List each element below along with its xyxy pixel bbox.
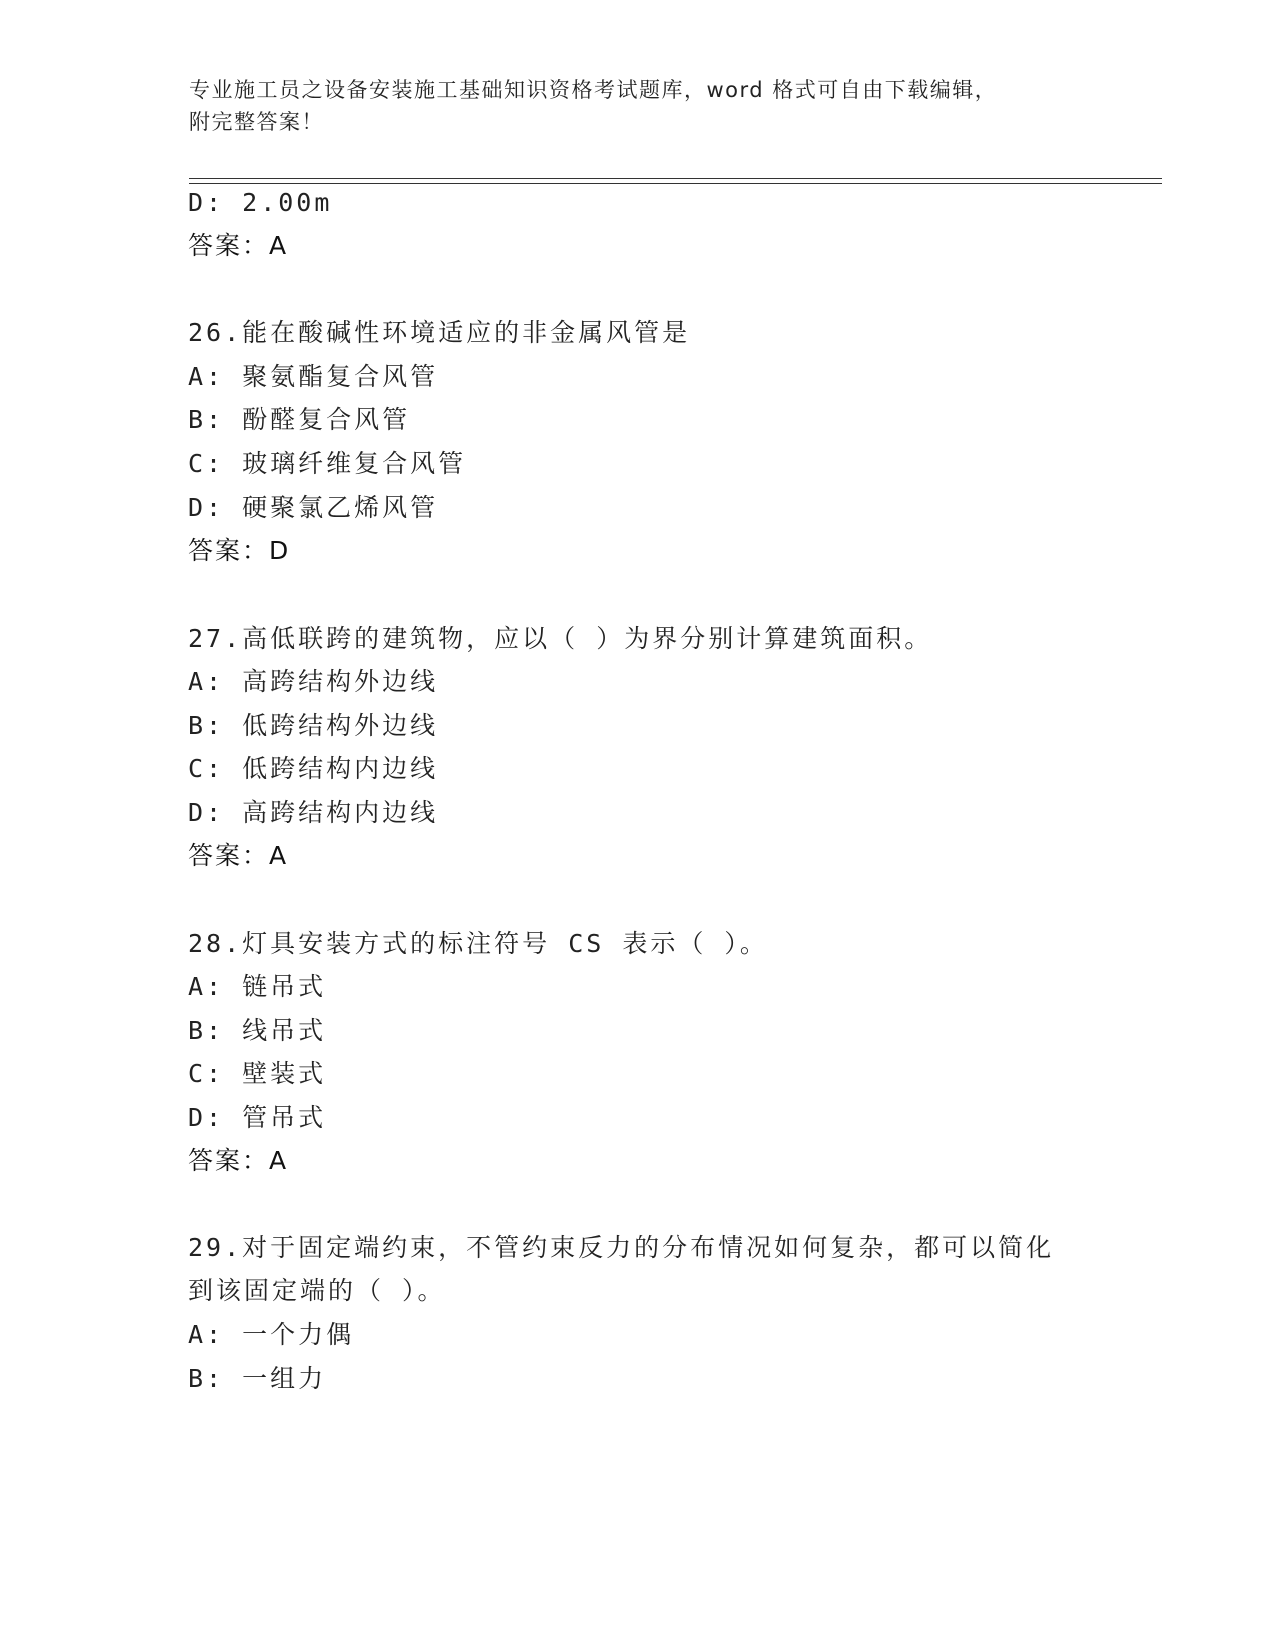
q27-question: 27.高低联跨的建筑物，应以（ ）为界分别计算建筑面积。	[188, 624, 933, 653]
q29-option-b: B: 一组力	[188, 1364, 327, 1393]
header-line-1: 专业施工员之设备安装施工基础知识资格考试题库，word 格式可自由下载编辑，	[189, 78, 998, 102]
q28-option-a: A: 链吊式	[188, 972, 327, 1001]
q28-option-c: C: 壁装式	[188, 1059, 327, 1088]
q28-option-b: B: 线吊式	[188, 1016, 327, 1045]
q26-option-b: B: 酚醛复合风管	[188, 405, 411, 434]
q27-option-c: C: 低跨结构内边线	[188, 754, 439, 783]
q29-question-line-2: 到该固定端的（ ）。	[188, 1276, 446, 1305]
q28-option-d: D: 管吊式	[188, 1103, 327, 1132]
q27-option-a: A: 高跨结构外边线	[188, 667, 439, 696]
q26-option-c: C: 玻璃纤维复合风管	[188, 449, 467, 478]
q25-option-d: D: 2.00m	[188, 188, 333, 217]
header-line-2: 附完整答案！	[189, 110, 324, 134]
q26-option-d: D: 硬聚氯乙烯风管	[188, 493, 439, 522]
q29-question-line-1: 29.对于固定端约束，不管约束反力的分布情况如何复杂，都可以简化	[188, 1233, 1055, 1262]
q27-option-b: B: 低跨结构外边线	[188, 711, 439, 740]
q28-answer: 答案：A	[188, 1146, 289, 1175]
q25-answer: 答案：A	[188, 231, 289, 260]
header-divider-top	[189, 178, 1162, 179]
header-divider-bottom	[189, 183, 1162, 184]
q27-option-d: D: 高跨结构内边线	[188, 798, 439, 827]
q26-question: 26.能在酸碱性环境适应的非金属风管是	[188, 318, 691, 347]
q28-question: 28.灯具安装方式的标注符号 CS 表示（ ）。	[188, 929, 768, 958]
q27-answer: 答案：A	[188, 841, 289, 870]
document-header	[189, 74, 1089, 138]
q26-option-a: A: 聚氨酯复合风管	[188, 362, 439, 391]
q29-option-a: A: 一个力偶	[188, 1320, 355, 1349]
q26-answer: 答案：D	[188, 536, 291, 565]
